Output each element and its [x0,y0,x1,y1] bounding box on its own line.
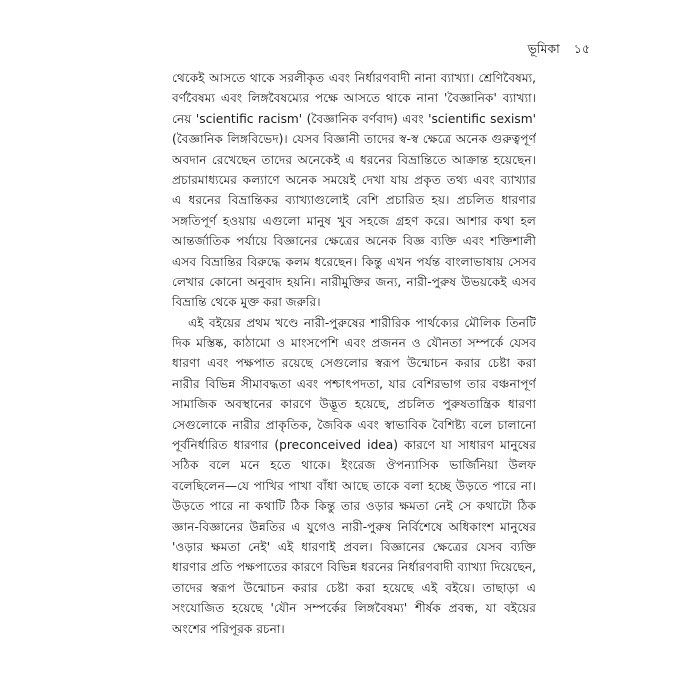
text-line: সঙ্গতিপূর্ণ হওয়ায় এগুলো মানুষ খুব সহজে গ্রহণ করে। আশার কথা হল [172,213,536,228]
running-header [528,41,590,61]
text-line: নারীর বিভিন্ন সীমাবদ্ধতা এবং পশ্চাৎপদতা, যার বেশিরভাগ তার বঞ্চনাপূর্ণ [172,376,536,391]
text-line: পূর্বনির্ধারিত ধারণার (preconceived idea) কারণে যা সাধারণ মানুষের [172,438,536,453]
text-line: এই বইয়ের প্রথম খণ্ডে নারী-পুরুষের শারীরিক পার্থক্যের মৌলিক তিনটি [188,315,536,330]
text-line: আন্তর্জাতিক পর্যায়ে বিজ্ঞানের ক্ষেত্রের অনেক বিজ্ঞ ব্যক্তি এবং শক্তিশালী [172,234,536,249]
text-line: ধারণার প্রতি পক্ষপাতের কারণে বিভিন্ন ধরনের নির্ধারণবাদী ব্যাখ্যা দিয়েছেন, [172,560,536,575]
text-line: তাদের স্বরূপ উন্মোচন করার চেষ্টা করা হয়েছে এই বইয়ে। তাছাড়া এ [172,580,536,595]
text-line: লেখার কোনো অনুবাদ হয়নি। নারীমুক্তির জন্য, নারী-পুরুষ উভয়কেই এসব [172,274,536,289]
text-line: সংযোজিত হয়েছে 'যৌন সম্পর্কের লিঙ্গবৈষম্য' শীর্ষক প্রবন্ধ, যা বইয়ের [172,601,536,616]
text-line: বলেছিলেন—যে পাখির পাখা বাঁধা আছে তাকে বলা হচ্ছে উড়তে পারে না। [172,478,536,493]
text-line: অবদান রেখেছেন তাদের অনেকেই এ ধরনের বিভ্রান্তিতে আক্রান্ত হয়েছেন। [172,152,536,167]
page-number: ১৫ [573,41,590,56]
text-line: সঠিক বলে মনে হতে থাকে। ইংরেজ ঔপন্যাসিক ভার্জিনিয়া উলফ [172,458,536,473]
text-line: উড়তে পারে না কথাটি ঠিক কিন্তু তার ওড়ার ক্ষমতা নেই সে কথাটো ঠিক [172,499,536,514]
text-line: ধারণা এবং পক্ষপাত রয়েছে সেগুলোর স্বরূপ উন্মোচন করার চেষ্টা করা [172,356,536,371]
paragraph-2 [172,313,536,639]
paragraph-1 [172,68,536,313]
chapter-title: ভূমিকা [527,41,560,56]
text-line: (বৈজ্ঞানিক লিঙ্গবিভেদ)। যেসব বিজ্ঞানী তাদের স্ব-স্ব ক্ষেত্রে অনেক গুরুত্বপূর্ণ [172,132,536,147]
text-line: 'ওড়ার ক্ষমতা নেই' এই ধারণাই প্রবল। বিজ্ঞানের ক্ষেত্রের যেসব ব্যক্তি [172,539,536,554]
text-line: এসব বিভ্রান্তির বিরুদ্ধে কলম ধরেছেন। কিন্তু এখন পর্যন্ত বাংলাভাষায় সেসব [172,254,536,269]
text-line: দিক মস্তিষ্ক, কাঠামো ও মাংসপেশি এবং প্রজনন ও যৌনতা সম্পর্কে যেসব [172,336,536,351]
text-line: সেগুলোকে নারীর প্রাকৃতিক, জৈবিক এবং স্বাভাবিক বৈশিষ্ট্য বলে চালানো [172,417,536,432]
text-line: এ ধরনের বিভ্রান্তিকর ব্যাখ্যাগুলোই বেশি প্রচারিত হয়। প্রচলিত ধারণার [172,193,536,208]
text-line: সামাজিক অবস্থানের কারণে উদ্ভূত হয়েছে, প্রচলিত পুরুষতান্ত্রিক ধারণা [172,397,536,412]
body-text [172,68,536,639]
text-line: জ্ঞান-বিজ্ঞানের উন্নতির এ যুগেও নারী-পুরুষ নির্বিশেষে অধিকাংশ মানুষের [172,519,536,534]
text-line: নেয় 'scientific racism' (বৈজ্ঞানিক বর্ণবাদ) এবং 'scientific sexism' [172,111,536,126]
text-line: প্রচারমাধ্যমের কল্যাণে অনেক সময়েই দেখা যায় প্রকৃত তথ্য এবং ব্যাখ্যার [172,172,536,187]
text-line: বিভ্রান্তি থেকে মুক্ত করা জরুরি। [172,295,321,310]
text-line: থেকেই আসতে থাকে সরলীকৃত এবং নির্ধারণবাদী নানা ব্যাখ্যা। শ্রেণিবৈষম্য, [172,71,536,85]
text-line: বর্ণবৈষম্য এবং লিঙ্গবৈষম্যের পক্ষে আসতে থাকে নানা 'বৈজ্ঞানিক' ব্যাখ্যা। [172,91,536,106]
text-line: অংশের পরিপূরক রচনা। [172,621,285,636]
